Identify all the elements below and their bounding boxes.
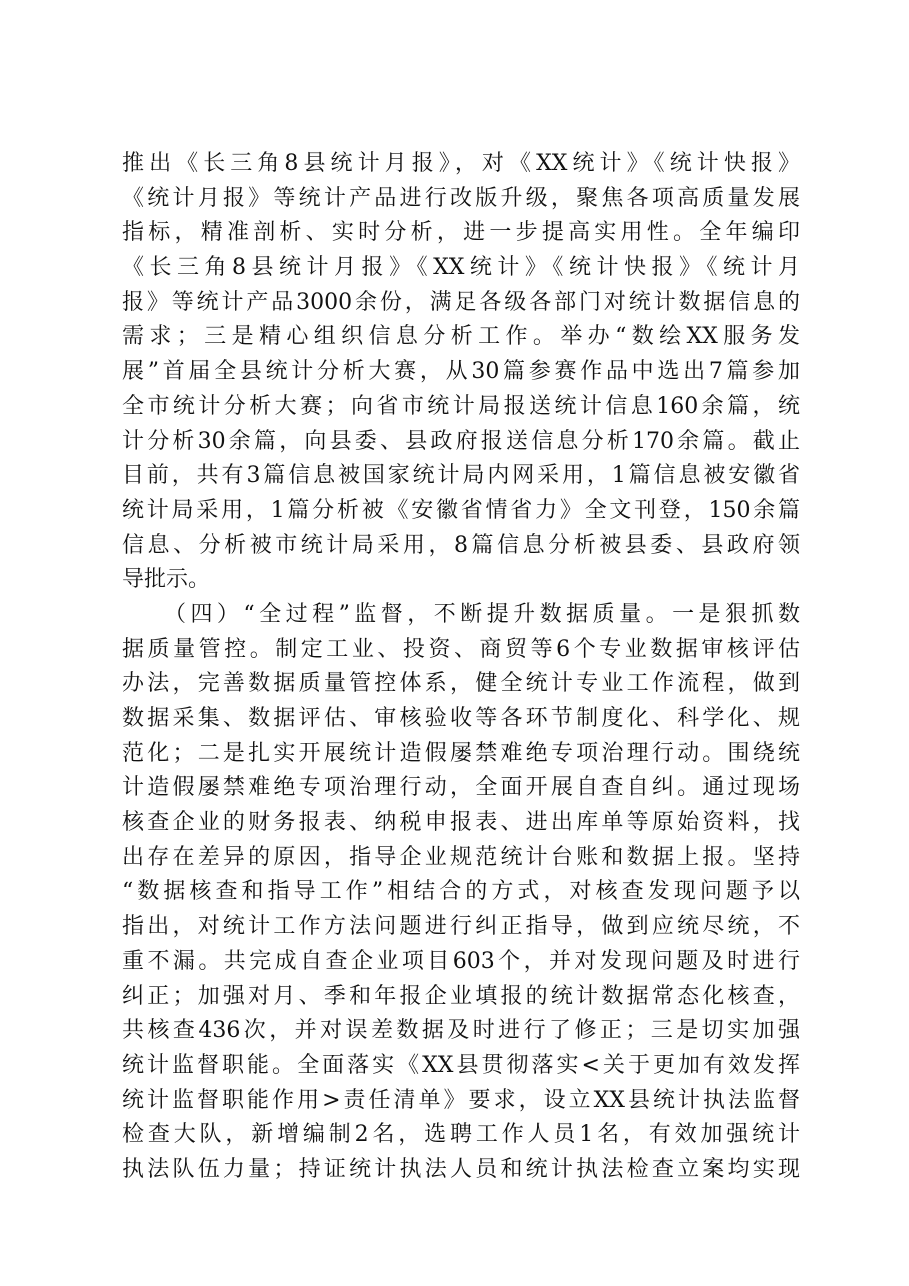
- text-line: 展”首届全县统计分析大赛，从30篇参赛作品中选出7篇参加: [122, 359, 800, 385]
- text-line: “数据核查和指导工作”相结合的方式，对核查发现问题予以: [122, 879, 800, 905]
- text-line: 统计局采用，1篇分析被《安徽省情省力》全文刊登，150余篇: [122, 497, 800, 523]
- text-line: 计分析30余篇，向县委、县政府报送信息分析170余篇。截止: [122, 428, 800, 454]
- text-line: 办法，完善数据质量管控体系，健全统计专业工作流程，做到: [122, 671, 800, 697]
- text-line: 出存在差异的原因，指导企业规范统计台账和数据上报。坚持: [122, 844, 800, 870]
- text-line: 执法队伍力量；持证统计执法人员和统计执法检查立案均实现: [122, 1156, 800, 1182]
- text-line: 检查大队，新增编制2名，选聘工作人员1名，有效加强统计: [122, 1122, 800, 1148]
- text-line: 导批示。: [122, 567, 211, 593]
- text-line: 目前，共有3篇信息被国家统计局内网采用，1篇信息被安徽省: [122, 463, 800, 489]
- text-line: 计造假屡禁难绝专项治理行动，全面开展自查自纠。通过现场: [122, 775, 800, 801]
- text-line: 数据采集、数据评估、审核验收等各环节制度化、科学化、规: [122, 706, 800, 731]
- text-line: 《统计月报》等统计产品进行改版升级，聚焦各项高质量发展: [122, 185, 800, 211]
- text-line: 共核查436次，并对误差数据及时进行了修正；三是切实加强: [122, 1018, 800, 1044]
- text-line: 信息、分析被市统计局采用，8篇信息分析被县委、县政府领: [122, 532, 800, 558]
- text-line: 范化；二是扎实开展统计造假屡禁难绝专项治理行动。围绕统: [122, 740, 800, 766]
- text-line: 统计监督职能。全面落实《XX县贯彻落实<关于更加有效发挥: [122, 1052, 800, 1078]
- text-line: 纠正；加强对月、季和年报企业填报的统计数据常态化核查，: [122, 983, 800, 1009]
- text-line: 重不漏。共完成自查企业项目603个，并对发现问题及时进行: [122, 948, 800, 974]
- text-line: 《长三角8县统计月报》《XX统计》《统计快报》《统计月: [122, 255, 800, 281]
- text-line: 核查企业的财务报表、纳税申报表、进出库单等原始资料，找: [122, 810, 800, 836]
- text-line: （四）“全过程”监督，不断提升数据质量。一是狠抓数: [122, 601, 800, 627]
- text-line: 推出《长三角8县统计月报》，对《XX统计》《统计快报》: [122, 151, 800, 176]
- text-line: 指出，对统计工作方法问题进行纠正指导，做到应统尽统，不: [122, 914, 800, 940]
- body-text: [122, 147, 800, 1188]
- text-line: 统计监督职能作用>责任清单》要求，设立XX县统计执法监督: [122, 1087, 800, 1113]
- text-line: 据质量管控。制定工业、投资、商贸等6个专业数据审核评估: [122, 636, 800, 662]
- text-line: 报》等统计产品3000余份，满足各级各部门对统计数据信息的: [122, 289, 800, 315]
- text-line: 需求；三是精心组织信息分析工作。举办“数绘XX服务发: [122, 324, 800, 350]
- text-line: 全市统计分析大赛；向省市统计局报送统计信息160余篇，统: [122, 393, 800, 419]
- text-line: 指标，精准剖析、实时分析，进一步提高实用性。全年编印: [122, 220, 800, 246]
